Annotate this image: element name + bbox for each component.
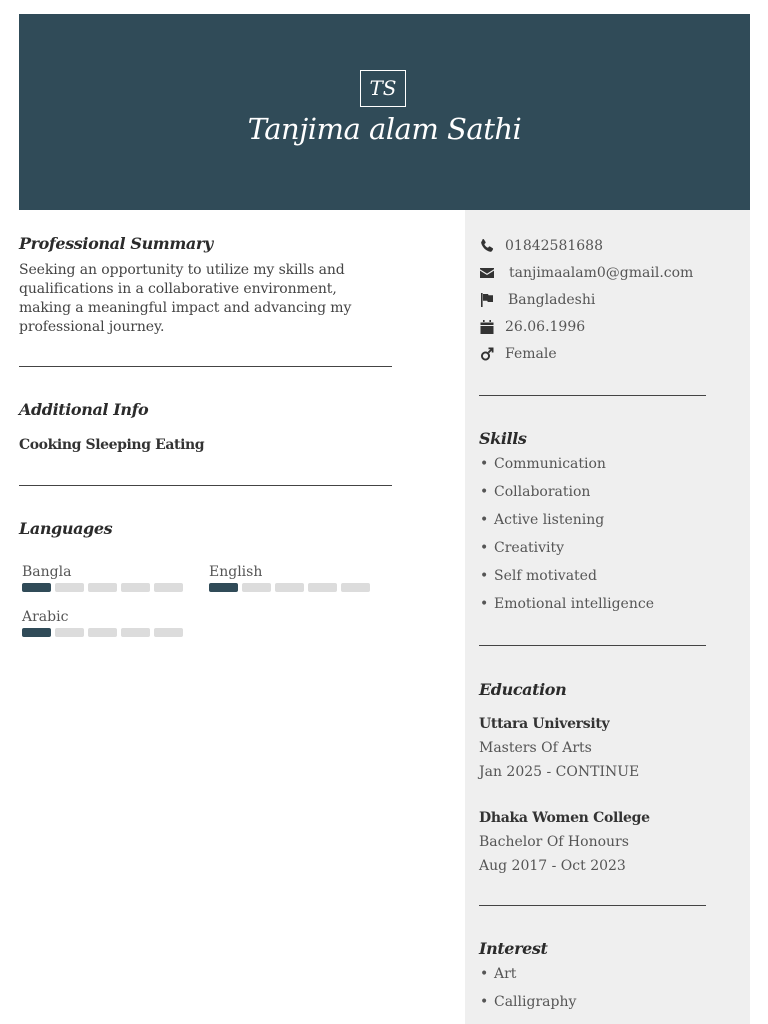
level-segment-empty: [154, 583, 183, 592]
level-segment-empty: [121, 583, 150, 592]
level-segment-empty: [242, 583, 271, 592]
divider: [479, 905, 706, 906]
institution: Uttara University: [479, 716, 610, 732]
interest-list: [479, 966, 576, 1022]
additional-info-title: Additional Info: [19, 400, 149, 419]
language-name: English: [209, 564, 263, 580]
contact-gender: [479, 345, 557, 363]
level-segment-empty: [88, 583, 117, 592]
skills-title: Skills: [479, 429, 527, 448]
language-level: [209, 583, 379, 592]
level-segment-filled: [22, 583, 51, 592]
contact-nationality: [479, 291, 595, 309]
phone-icon: [479, 238, 495, 254]
interest-title: Interest: [479, 939, 548, 958]
level-segment-filled: [209, 583, 238, 592]
interest-item: • Art: [494, 966, 576, 994]
skill-item: • Creativity: [494, 540, 654, 568]
degree: Masters Of Arts: [479, 740, 592, 756]
envelope-icon: [479, 265, 495, 281]
language-item: [209, 564, 379, 592]
summary-title: Professional Summary: [19, 234, 213, 253]
email-address: tanjimaalam0@gmail.com: [509, 265, 694, 281]
education-item: [479, 712, 639, 784]
level-segment-empty: [121, 628, 150, 637]
gender-icon: [479, 346, 495, 362]
level-segment-filled: [22, 628, 51, 637]
monogram: TS: [360, 70, 406, 107]
language-name: Bangla: [22, 564, 72, 580]
divider: [19, 485, 392, 486]
contact-phone: [479, 237, 603, 255]
skill-item: • Collaboration: [494, 484, 654, 512]
level-segment-empty: [308, 583, 337, 592]
gender: Female: [505, 346, 557, 362]
phone-number: 01842581688: [505, 238, 603, 254]
education-item: [479, 806, 650, 878]
candidate-name: Tanjima alam Sathi: [247, 112, 522, 146]
skills-list: [479, 456, 654, 624]
additional-info-text: Cooking Sleeping Eating: [19, 437, 205, 453]
skill-item: • Self motivated: [494, 568, 654, 596]
languages-title: Languages: [19, 519, 113, 538]
period: Jan 2025 - CONTINUE: [479, 764, 640, 780]
language-item: [22, 609, 192, 637]
level-segment-empty: [154, 628, 183, 637]
skill-item: • Communication: [494, 456, 654, 484]
skill-item: • Active listening: [494, 512, 654, 540]
interest-item: • Calligraphy: [494, 994, 576, 1022]
level-segment-empty: [55, 628, 84, 637]
skill-item: • Emotional intelligence: [494, 596, 654, 624]
language-name: Arabic: [22, 609, 69, 625]
period: Aug 2017 - Oct 2023: [479, 858, 626, 874]
institution: Dhaka Women College: [479, 810, 650, 826]
calendar-icon: [479, 319, 495, 335]
summary-text: Seeking an opportunity to utilize my skills and qualifications in a collaborative environment, making a meaningful impact and advancing my professional journey.: [19, 262, 352, 335]
divider: [479, 645, 706, 646]
level-segment-empty: [55, 583, 84, 592]
flag-icon: [479, 292, 495, 308]
level-segment-empty: [341, 583, 370, 592]
level-segment-empty: [275, 583, 304, 592]
education-title: Education: [479, 680, 567, 699]
degree: Bachelor Of Honours: [479, 834, 629, 850]
birthdate: 26.06.1996: [505, 319, 586, 335]
main-column: [19, 234, 392, 337]
resume-header: [19, 14, 750, 210]
divider: [19, 366, 392, 367]
language-level: [22, 628, 192, 637]
language-item: [22, 564, 192, 592]
contact-email: [479, 264, 693, 282]
nationality: Bangladeshi: [508, 292, 596, 308]
divider: [479, 395, 706, 396]
contact-birthdate: [479, 318, 585, 336]
language-level: [22, 583, 192, 592]
level-segment-empty: [88, 628, 117, 637]
